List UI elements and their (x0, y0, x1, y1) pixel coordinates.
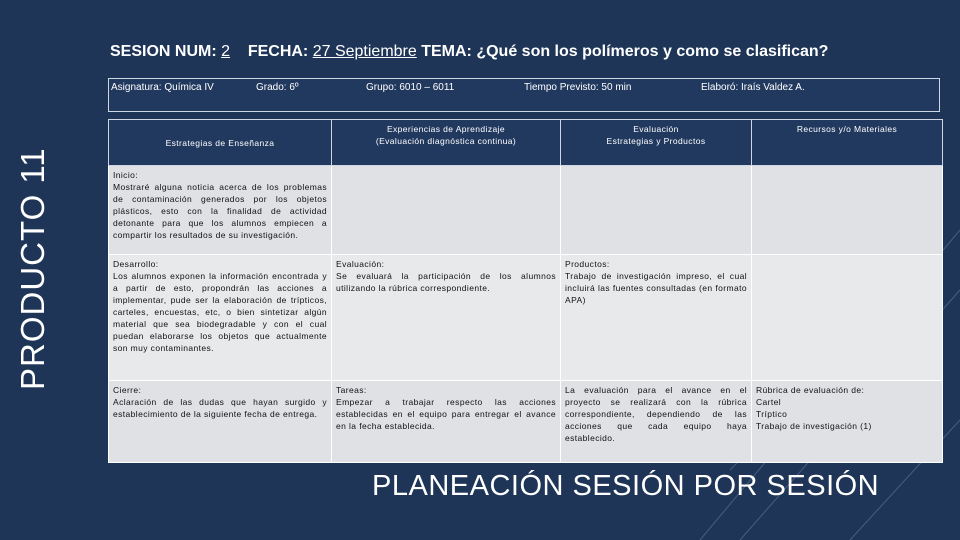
session-topic: ¿Qué son los polímeros y como se clasifican? (476, 43, 829, 60)
table-header-row (109, 120, 943, 166)
table-row (109, 381, 943, 463)
session-label: SESION NUM: (110, 43, 217, 60)
column-header: Recursos y/o Materiales (752, 120, 943, 166)
side-title: PRODUCTO 11 (14, 147, 51, 390)
table-cell (752, 255, 943, 381)
table-cell (752, 166, 943, 255)
planning-table (108, 119, 943, 463)
table-cell: La evaluación para el avance en el proyecto se realizará con la rúbrica correspondiente, dependiendo de las acciones que cada equipo haya establecido. (561, 381, 752, 463)
group-info: Grupo: 6010 – 6011 (366, 82, 455, 93)
author-info: Elaboró: Iraís Valdez A. (701, 82, 805, 93)
session-header (110, 42, 850, 61)
table-cell: Tareas: Empezar a trabajar respecto las acciones establecidas en el equipo para entregar el avance en la fecha establecida. (332, 381, 561, 463)
subject-info: Asignatura: Química IV (111, 82, 214, 93)
table-cell: Desarrollo: Los alumnos exponen la información encontrada y a partir de esto, propondrán las acciones a implementar, pude ser la elaboración de trípticos, carteles, encuestas, etc, o bien sintetizar algún material que sea biodegradable y con el cual puedan elaborarse los objetos que actualmente son muy contaminantes. (109, 255, 332, 381)
column-header: Evaluación Estrategias y Productos (561, 120, 752, 166)
table-cell: Productos: Trabajo de investigación impreso, el cual incluirá las fuentes consultadas (en formato APA) (561, 255, 752, 381)
session-number: 2 (221, 43, 231, 60)
table-cell (332, 166, 561, 255)
grade-info: Grado: 6º (256, 82, 299, 93)
topic-label: TEMA: (421, 43, 472, 60)
column-header: Experiencias de Aprendizaje (Evaluación diagnóstica continua) (332, 120, 561, 166)
column-header: Estrategias de Enseñanza (109, 120, 332, 166)
table-row (109, 255, 943, 381)
info-bar (108, 78, 940, 112)
footer-title: PLANEACIÓN SESIÓN POR SESIÓN (372, 470, 880, 502)
date-label: FECHA: (247, 43, 309, 60)
table-cell: Cierre: Aclaración de las dudas que hayan surgido y establecimiento de la siguiente fecha de entrega. (109, 381, 332, 463)
session-date: 27 Septiembre (312, 43, 417, 60)
time-info: Tiempo Previsto: 50 min (524, 82, 632, 93)
table-cell: Inicio: Mostraré alguna noticia acerca de los problemas de contaminación generados por los objetos plásticos, esto con la finalidad de actividad detonante para que los alumnos empiecen a compartir los resultados de su investigación. (109, 166, 332, 255)
table-cell: Evaluación: Se evaluará la participación de los alumnos utilizando la rúbrica correspondiente. (332, 255, 561, 381)
table-row (109, 166, 943, 255)
table-cell: Rúbrica de evaluación de: Cartel Tríptico Trabajo de investigación (1) (752, 381, 943, 463)
table-cell (561, 166, 752, 255)
